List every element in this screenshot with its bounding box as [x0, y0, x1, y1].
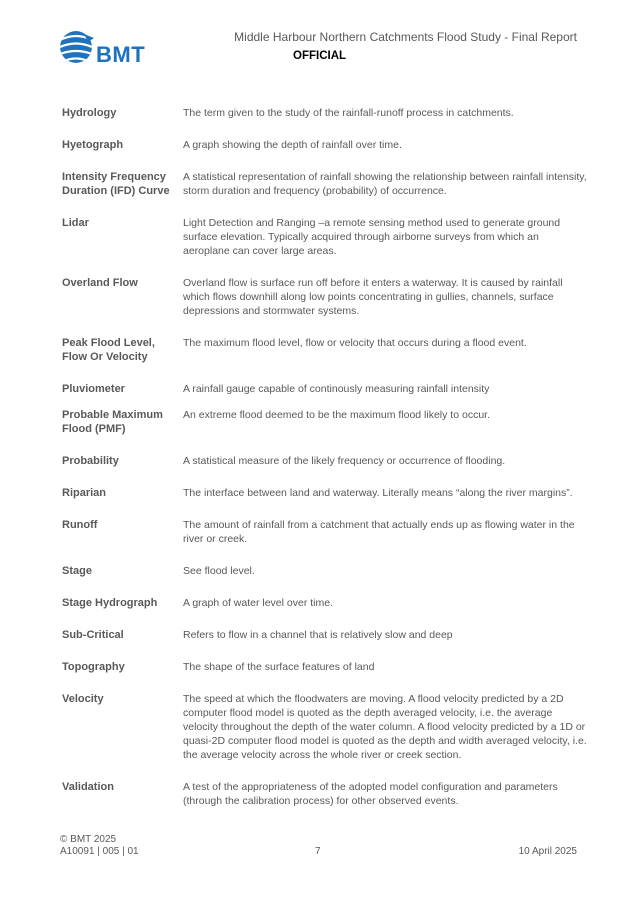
- glossary-entry: [62, 660, 587, 674]
- glossary-entry: [62, 216, 587, 258]
- glossary-entry: [62, 170, 587, 198]
- glossary-definition: The maximum flood level, flow or velocity that occurs during a flood event.: [183, 337, 527, 349]
- glossary-entry: [62, 564, 587, 578]
- glossary-entry: [62, 276, 587, 318]
- glossary-term: Probability: [62, 455, 119, 467]
- glossary-definition: An extreme flood deemed to be the maximum flood likely to occur.: [183, 409, 490, 421]
- glossary-entry: [62, 138, 587, 152]
- glossary-definition: Overland flow is surface run off before it enters a waterway. It is caused by rainfall which flows downhill along low points concentrating in gullies, channels, surface depressions and stormwater systems.: [183, 277, 563, 317]
- footer-doc-number: A10091 | 005 | 01: [60, 846, 139, 857]
- glossary-term: Lidar: [62, 217, 89, 229]
- glossary-entry: [62, 382, 587, 396]
- globe-icon: [58, 28, 98, 68]
- glossary-list: [62, 100, 587, 808]
- glossary-definition: A statistical measure of the likely frequency or occurrence of flooding.: [183, 455, 506, 467]
- glossary-entry: [62, 692, 587, 762]
- glossary-term: Validation: [62, 781, 114, 793]
- glossary-definition: The term given to the study of the rainfall-runoff process in catchments.: [183, 107, 514, 119]
- glossary-entry: [62, 454, 587, 468]
- logo-text: BMT: [96, 42, 146, 67]
- glossary-definition: A statistical representation of rainfall showing the relationship between rainfall intensity, storm duration and frequency (probability) of occurrence.: [183, 171, 587, 197]
- glossary-entry: [62, 408, 587, 436]
- glossary-term: Sub-Critical: [62, 629, 124, 641]
- glossary-term: Runoff: [62, 519, 98, 531]
- glossary-definition: The amount of rainfall from a catchment that actually ends up as flowing water in the river or creek.: [183, 519, 575, 545]
- glossary-term: Stage Hydrograph: [62, 597, 158, 609]
- glossary-definition: Refers to flow in a channel that is relatively slow and deep: [183, 629, 453, 641]
- glossary-term: Riparian: [62, 487, 107, 499]
- footer-left: [60, 834, 139, 858]
- footer-date: 10 April 2025: [518, 846, 577, 857]
- glossary-term: Stage: [62, 565, 92, 577]
- glossary-term: Pluviometer: [62, 383, 125, 395]
- glossary-definition: A rainfall gauge capable of continously measuring rainfall intensity: [183, 383, 490, 395]
- glossary-definition: See flood level.: [183, 565, 255, 577]
- glossary-definition: The shape of the surface features of land: [183, 661, 375, 673]
- footer-page-number: 7: [315, 846, 321, 857]
- glossary-entry: [62, 780, 587, 808]
- glossary-term: Hyetograph: [62, 139, 124, 151]
- glossary-term: Velocity: [62, 693, 104, 705]
- bmt-logo: [58, 28, 148, 68]
- glossary-entry: [62, 596, 587, 610]
- glossary-definition: The interface between land and waterway. Literally means “along the river margins”.: [183, 487, 573, 499]
- glossary-entry: [62, 106, 587, 120]
- glossary-definition: The speed at which the floodwaters are moving. A flood velocity predicted by a 2D computer flood model is quoted as the depth averaged velocity, i.e. the average velocity throughout the depth of the water column. A flood velocity predicted by a 1D or quasi-2D computer flood model is quoted as the depth and width averaged velocity, i.e. the average velocity across the whole river or creek section.: [183, 693, 587, 761]
- glossary-definition: A graph of water level over time.: [183, 597, 333, 609]
- glossary-term: Overland Flow: [62, 277, 138, 289]
- glossary-definition: Light Detection and Ranging –a remote sensing method used to generate ground surface elevation. Typically acquired through airborne surveys from which an aeroplane can cover large areas.: [183, 217, 561, 257]
- glossary-definition: A test of the appropriateness of the adopted model configuration and parameters (through the calibration process) for other observed events.: [183, 781, 558, 807]
- glossary-entry: [62, 518, 587, 546]
- report-title: Middle Harbour Northern Catchments Flood Study - Final Report: [234, 30, 577, 44]
- glossary-term: Hydrology: [62, 107, 117, 119]
- classification-label: OFFICIAL: [293, 50, 347, 62]
- glossary-term: Intensity Frequency Duration (IFD) Curve: [62, 171, 170, 197]
- glossary-definition: A graph showing the depth of rainfall over time.: [183, 139, 402, 151]
- glossary-term: Topography: [62, 661, 125, 673]
- glossary-term: Peak Flood Level, Flow Or Velocity: [62, 337, 155, 363]
- glossary-entry: [62, 336, 587, 364]
- glossary-entry: [62, 628, 587, 642]
- glossary-entry: [62, 486, 587, 500]
- glossary-term: Probable Maximum Flood (PMF): [62, 409, 163, 435]
- footer-copyright: © BMT 2025: [60, 834, 117, 845]
